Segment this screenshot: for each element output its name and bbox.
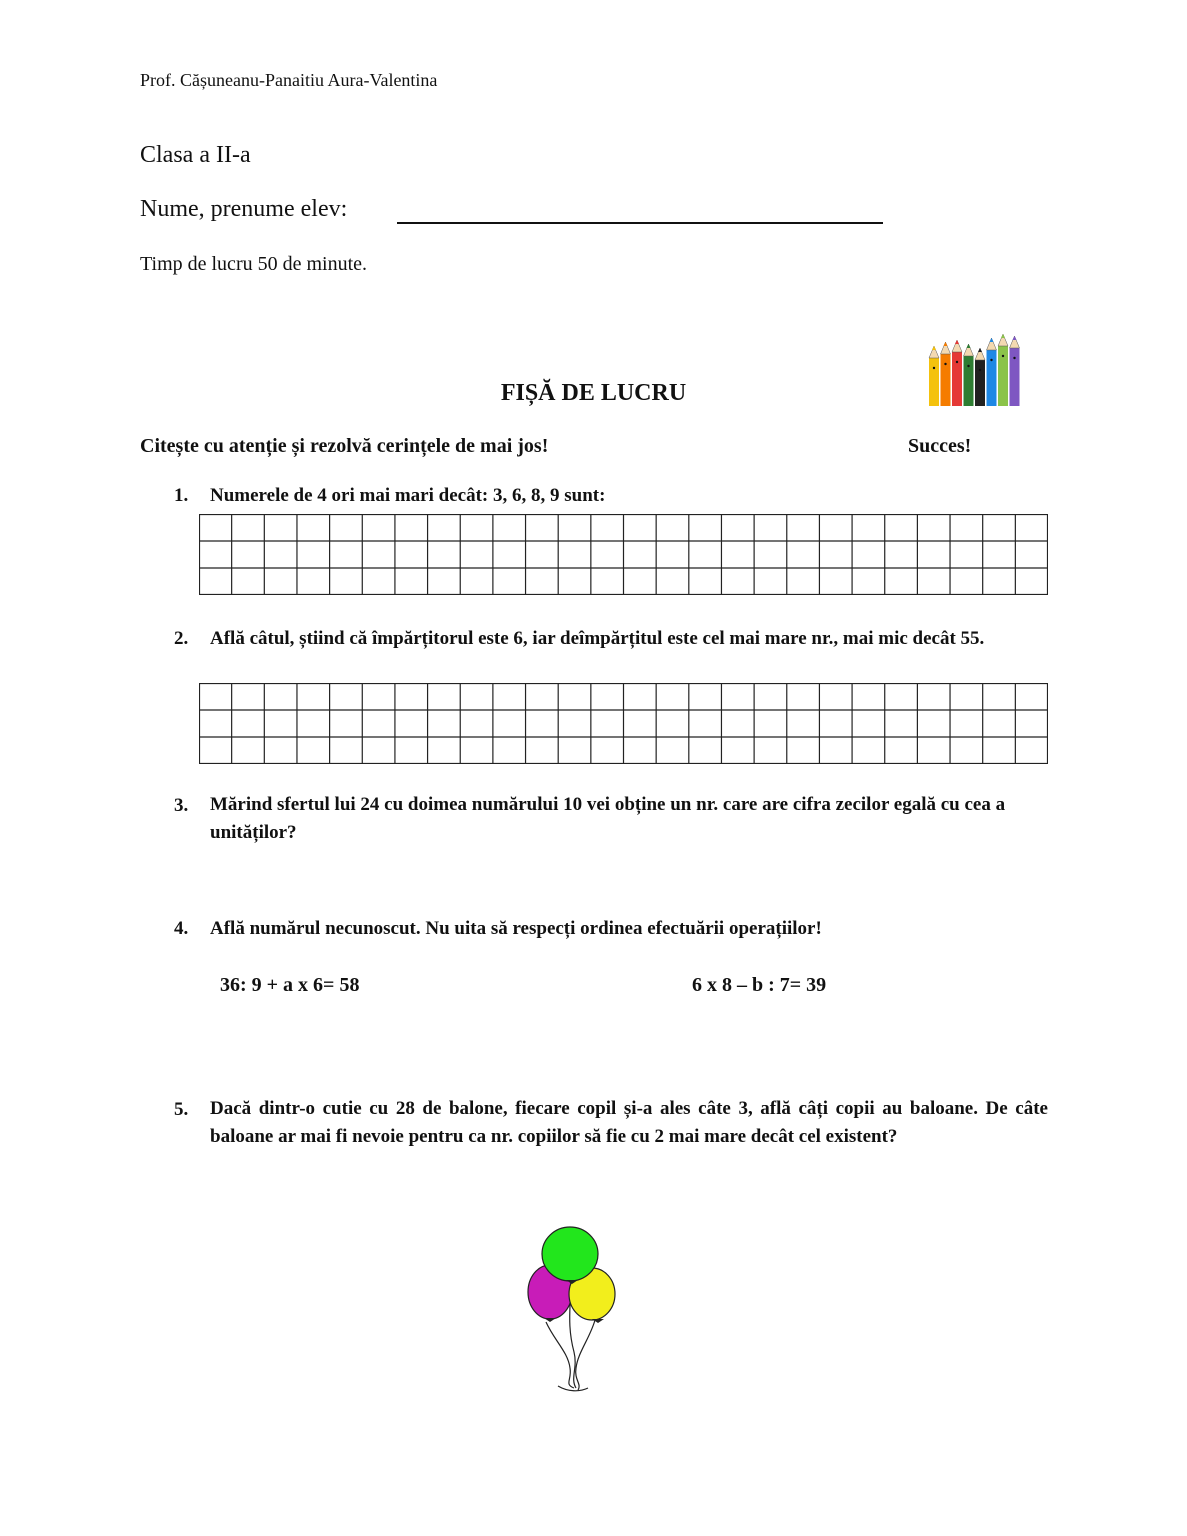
pencil-eye bbox=[1013, 357, 1015, 359]
question-2-text: Află câtul, știind că împărțitorul este 6, iar deîmpărțitul este cel mai mare nr., mai mic decât 55. bbox=[210, 628, 985, 649]
pencil-lead bbox=[1013, 336, 1017, 340]
question-3-number: 3. bbox=[174, 795, 189, 816]
class-label: Clasa a II-a bbox=[140, 142, 251, 168]
question-1-text: Numerele de 4 ori mai mari decât: 3, 6, 8, 9 sunt: bbox=[210, 485, 606, 506]
balloons-icon bbox=[520, 1222, 624, 1394]
student-name-label: Nume, prenume elev: bbox=[140, 196, 348, 222]
question-4-number: 4. bbox=[174, 918, 189, 939]
pencil-lead bbox=[944, 342, 948, 346]
pencil-eye bbox=[933, 367, 935, 369]
pencil-lead bbox=[1001, 334, 1005, 338]
question-3-text: Mărind sfertul lui 24 cu doimea numărului 10 vei obține un nr. care are cifra zecilor egală cu cea a unităților? bbox=[210, 794, 1006, 843]
answer-grid-2[interactable] bbox=[199, 683, 1048, 764]
page-title: FIȘĂ DE LUCRU bbox=[500, 380, 687, 406]
pencil-eye bbox=[944, 363, 946, 365]
question-1-number: 1. bbox=[174, 485, 189, 506]
pencil-eye bbox=[990, 359, 992, 361]
pencil-eye bbox=[1002, 355, 1004, 357]
question-2-number: 2. bbox=[174, 628, 189, 649]
closing-text: Succes! bbox=[908, 435, 972, 457]
pencil-lead bbox=[932, 346, 936, 350]
pencil-lead bbox=[978, 348, 982, 352]
pencil-lead bbox=[955, 340, 959, 344]
pencil-eye bbox=[967, 365, 969, 367]
instruction-text: Citește cu atenție și rezolvă cerințele de mai jos! bbox=[140, 435, 549, 457]
equation-right: 6 x 8 – b : 7= 39 bbox=[692, 974, 827, 996]
pencil-lead bbox=[990, 338, 994, 342]
pencil-eye bbox=[956, 361, 958, 363]
author-line: Prof. Cășuneanu-Panaitiu Aura-Valentina bbox=[140, 70, 438, 90]
pencil-eye bbox=[979, 369, 981, 371]
time-limit: Timp de lucru 50 de minute. bbox=[140, 253, 368, 275]
answer-grid-1[interactable] bbox=[199, 514, 1048, 595]
equation-left: 36: 9 + a x 6= 58 bbox=[220, 974, 360, 996]
question-5-number: 5. bbox=[174, 1099, 189, 1120]
student-name-blank[interactable] bbox=[397, 195, 883, 224]
pencil-lead bbox=[967, 344, 971, 348]
question-5-text: Dacă dintr-o cutie cu 28 de balone, fiecare copil și-a ales câte 3, află câți copii au baloane. De câte baloane ar mai fi nevoie pentru ca nr. copiilor să fie cu 2 mai mare decât cel existent? bbox=[210, 1098, 1048, 1147]
question-4-text: Află numărul necunoscut. Nu uita să respecți ordinea efectuării operațiilor! bbox=[210, 918, 822, 939]
